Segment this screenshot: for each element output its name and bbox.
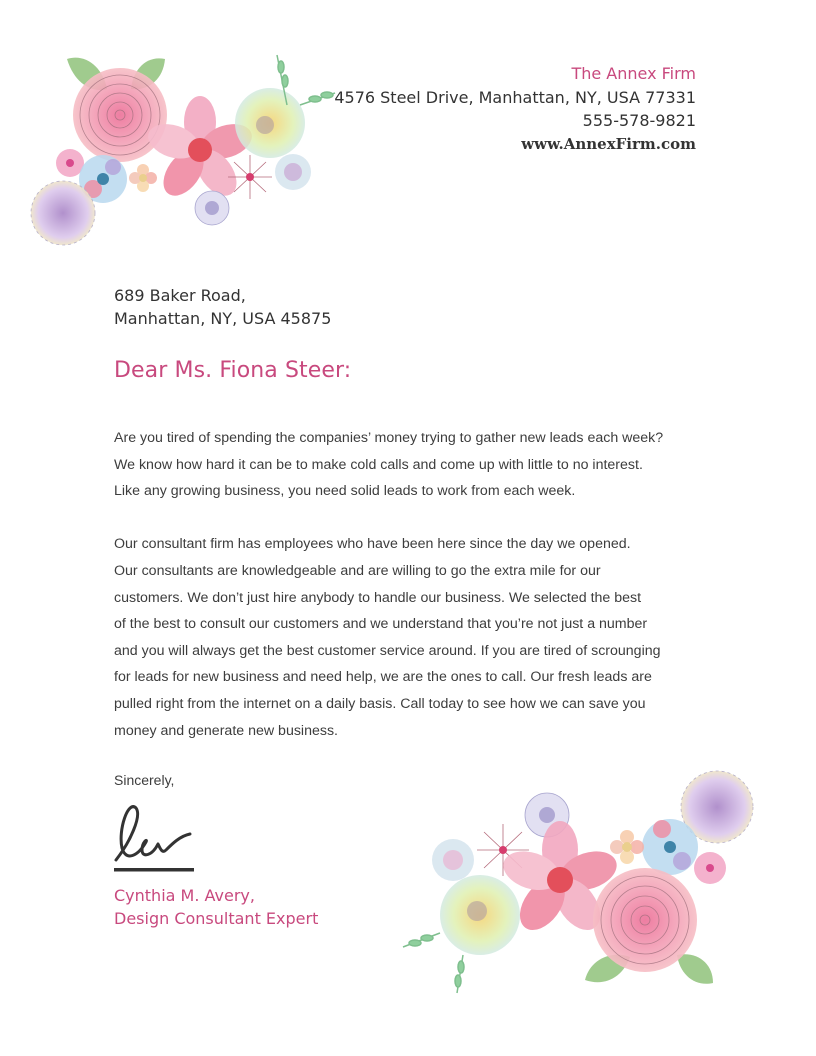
body-line: Our consultants are knowledgeable and are willing to go the extra mile for our <box>114 562 601 579</box>
flower-bouquet-bottom-icon <box>395 765 770 1000</box>
body-line: for leads for new business and need help, we are the ones to call. Our fresh leads are <box>114 669 652 686</box>
body-line: and you will always get the best customer service around. If you are tired of scrounging <box>114 642 661 659</box>
signer-name: Cynthia M. Avery, <box>114 886 255 905</box>
body-line: of the best to consult our customers and we understand that you’re not just a number <box>114 616 648 633</box>
body-paragraph <box>114 531 714 744</box>
signer-block <box>114 884 318 930</box>
flower-bouquet-top-icon <box>15 45 345 255</box>
firm-address: 4576 Steel Drive, Manhattan, NY, USA 77331 <box>334 87 696 107</box>
closing: Sincerely, <box>114 772 175 788</box>
signature-icon <box>112 802 196 874</box>
body-line: money and generate new business. <box>114 722 338 739</box>
body-paragraph <box>114 425 714 505</box>
recipient-city: Manhattan, NY, USA 45875 <box>114 309 332 328</box>
salutation: Dear Ms. Fiona Steer: <box>114 358 352 383</box>
firm-name: The Annex Firm <box>571 64 696 83</box>
letter-body <box>114 425 714 771</box>
body-line: Are you tired of spending the companies’ money trying to gather new leads each week? <box>114 430 664 446</box>
body-line: pulled right from the internet on a daily basis. Call today to see how we can save you <box>114 695 646 712</box>
body-line: Our consultant firm has employees who have been here since the day we opened. <box>114 536 631 553</box>
recipient-street: 689 Baker Road, <box>114 286 246 305</box>
body-line: We know how hard it can be to make cold calls and come up with little to no interest. <box>114 456 643 473</box>
body-line: customers. We don’t just hire anybody to handle our business. We selected the best <box>114 589 642 606</box>
recipient-address <box>114 284 331 330</box>
body-line: Like any growing business, you need solid leads to work from each week. <box>114 483 576 500</box>
firm-website: www.AnnexFirm.com <box>521 134 696 153</box>
letterhead <box>334 62 696 156</box>
signer-title: Design Consultant Expert <box>114 909 319 928</box>
firm-phone: 555-578-9821 <box>582 111 696 130</box>
